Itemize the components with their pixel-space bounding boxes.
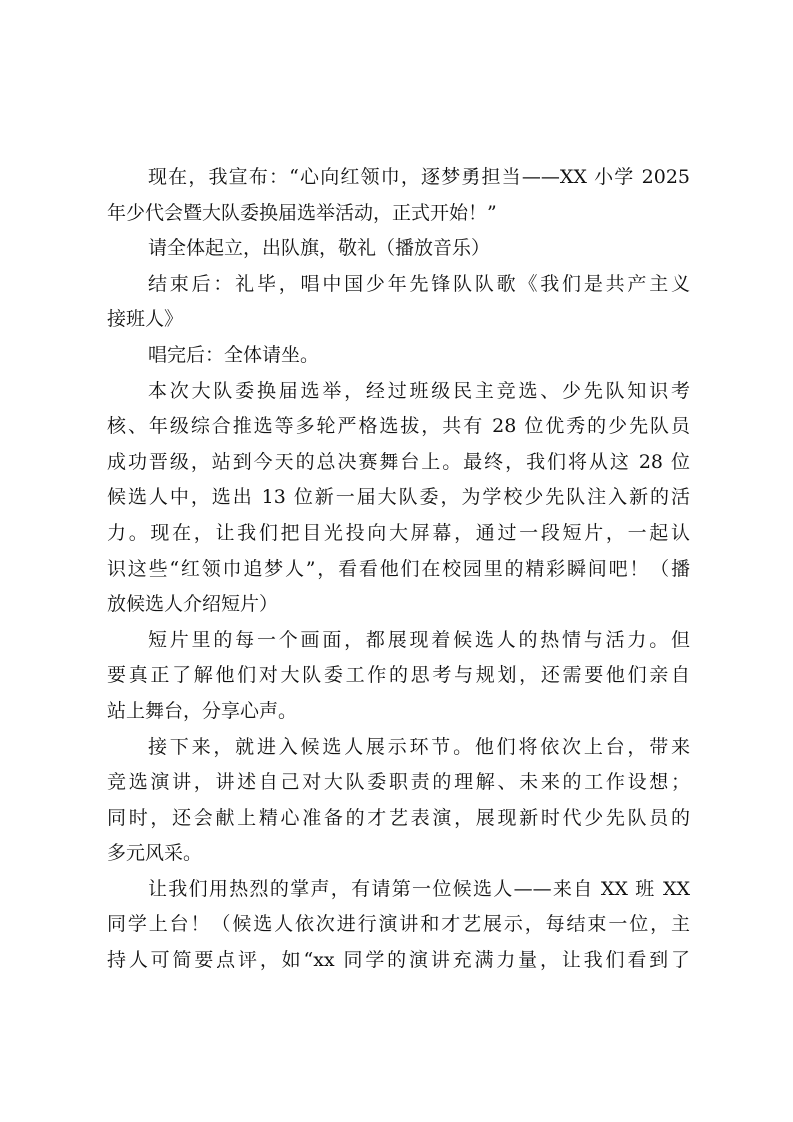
paragraph xyxy=(107,231,690,267)
text-line: 放候选人介绍短片） xyxy=(107,593,279,616)
text-line: 候选人中，选出 13 位新一届大队委，为学校少先队注入新的活 xyxy=(107,486,690,509)
paragraph xyxy=(107,374,690,623)
text-line: 持人可简要点评，如“xx 同学的演讲充满力量，让我们看到了 xyxy=(107,949,690,972)
text-line: 唱完后：全体请坐。 xyxy=(148,343,320,366)
text-line: 现在，我宣布：“心向红领巾，逐梦勇担当——XX 小学 2025 xyxy=(148,166,690,188)
text-line: 核、年级综合推选等多轮严格选拔，共有 28 位优秀的少先队员 xyxy=(107,415,690,438)
paragraph xyxy=(107,623,690,730)
text-line: 同学上台！（候选人依次进行演讲和才艺展示，每结束一位，主 xyxy=(107,913,690,936)
text-line: 同时，还会献上精心准备的才艺表演，展现新时代少先队员的 xyxy=(107,806,690,829)
text-line: 识这些“红领巾追梦人”，看看他们在校园里的精彩瞬间吧！（播 xyxy=(107,557,690,580)
paragraph xyxy=(107,730,690,872)
text-line: 竞选演讲，讲述自己对大队委职责的理解、未来的工作设想； xyxy=(107,771,690,794)
text-line: 短片里的每一个画面，都展现着候选人的热情与活力。但 xyxy=(148,628,690,651)
paragraph xyxy=(107,267,690,338)
text-line: 成功晋级，站到今天的总决赛舞台上。最终，我们将从这 28 位 xyxy=(107,450,690,473)
paragraph xyxy=(107,160,690,231)
text-line: 本次大队委换届选举，经过班级民主竞选、少先队知识考 xyxy=(148,379,690,402)
text-line: 要真正了解他们对大队委工作的思考与规划，还需要他们亲自 xyxy=(107,664,690,687)
document-page xyxy=(107,160,690,979)
paragraph xyxy=(107,338,690,374)
paragraph xyxy=(107,872,690,979)
text-line: 多元风采。 xyxy=(107,842,203,865)
text-line: 年少代会暨大队委换届选举活动，正式开始！” xyxy=(107,201,497,224)
text-line: 请全体起立，出队旗，敬礼（播放音乐） xyxy=(148,237,491,260)
text-line: 站上舞台，分享心声。 xyxy=(107,699,298,722)
text-line: 力。现在，让我们把目光投向大屏幕，通过一段短片，一起认 xyxy=(107,521,690,544)
text-line: 接班人》 xyxy=(107,308,184,331)
text-line: 让我们用热烈的掌声，有请第一位候选人——来自 XX 班 XX xyxy=(148,877,690,900)
text-line: 接下来，就进入候选人展示环节。他们将依次上台，带来 xyxy=(148,735,690,758)
text-line: 结束后：礼毕，唱中国少年先锋队队歌《我们是共产主义 xyxy=(148,272,690,295)
